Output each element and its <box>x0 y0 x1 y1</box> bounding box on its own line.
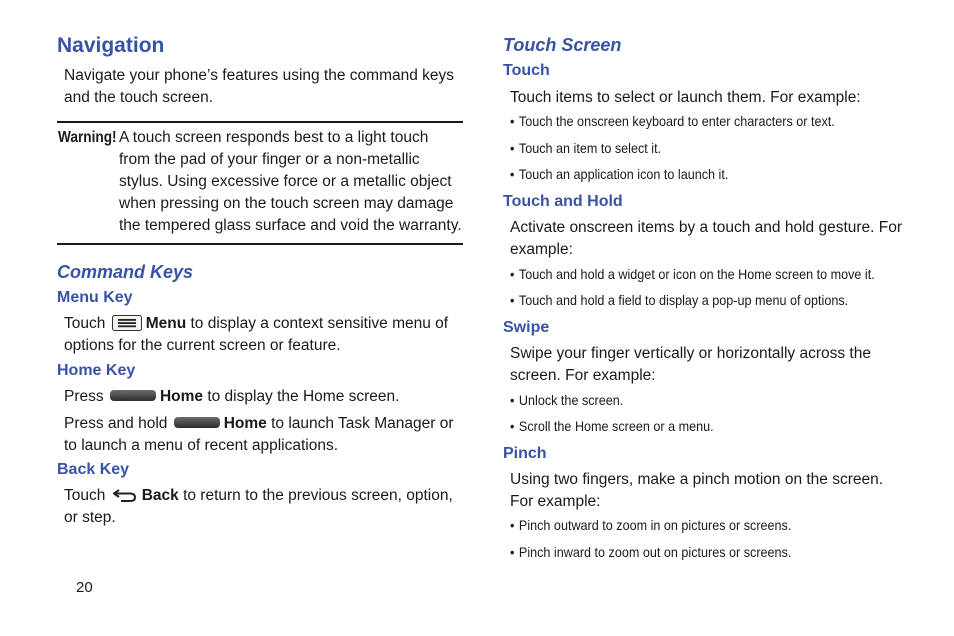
menu-icon <box>112 315 142 331</box>
menu-key-post: to display a context sensitive menu of options for the current screen or feature. <box>64 315 449 354</box>
menu-key-heading: Menu Key <box>57 289 133 306</box>
pinch-intro-2: For example: <box>510 493 601 510</box>
warning-label: Warning! <box>58 129 117 146</box>
touch-hold-heading: Touch and Hold <box>503 193 623 210</box>
menu-key-text <box>64 313 464 357</box>
home-key-post-1: to display the Home screen. <box>207 388 400 405</box>
home-key-post-2: to launch Task Manager or to launch a menu of recent applications. <box>64 415 454 454</box>
back-key-post: to return to the previous screen, option, or step. <box>64 487 453 526</box>
home-key-pre-1: Press <box>64 388 104 405</box>
page-number: 20 <box>76 579 93 596</box>
touch-heading: Touch <box>503 62 550 79</box>
intro-text: Navigate your phone’s features using the command keys and the touch screen. <box>64 67 455 106</box>
home-key-bold-1: Home <box>159 388 204 405</box>
pinch-intro-1: Using two fingers, make a pinch motion on the screen. <box>510 471 884 488</box>
list-item: • Touch the onscreen keyboard to enter characters or text. <box>510 113 835 129</box>
home-key-heading: Home Key <box>57 362 136 379</box>
home-key-icon <box>110 390 156 401</box>
list-item: • Pinch inward to zoom out on pictures or screens. <box>510 544 791 560</box>
warning-bottom-divider <box>57 243 463 245</box>
list-item: • Touch and hold a widget or icon on the Home screen to move it. <box>510 266 875 282</box>
home-key-text-1 <box>64 386 464 408</box>
menu-key-pre: Touch <box>64 315 106 332</box>
warning-text: A touch screen responds best to a light touch from the pad of your finger or a non-metallic stylus. Using excessive force or a metallic object when pressing on the touch screen may damage the tempered glass surface and void the warranty. <box>119 129 462 234</box>
home-key-bold-2: Home <box>223 415 267 432</box>
list-item: • Touch an application icon to launch it. <box>510 166 728 182</box>
menu-key-bold: Menu <box>145 315 187 332</box>
list-item: • Scroll the Home screen or a menu. <box>510 418 714 434</box>
page-title: Navigation <box>57 34 165 57</box>
list-item: • Touch an item to select it. <box>510 140 661 156</box>
back-key-heading: Back Key <box>57 461 130 478</box>
back-key-bold: Back <box>141 487 179 504</box>
home-key-text-2 <box>64 413 464 457</box>
back-key-text <box>64 485 464 529</box>
list-item: • Unlock the screen. <box>510 392 623 408</box>
touch-intro: Touch items to select or launch them. For example: <box>510 89 861 106</box>
touch-screen-heading: Touch Screen <box>503 35 622 55</box>
back-arrow-icon <box>112 487 138 503</box>
back-key-pre: Touch <box>64 487 106 504</box>
list-item: • Touch and hold a field to display a pop-up menu of options. <box>510 292 848 308</box>
home-key-pre-2: Press and hold <box>64 415 168 432</box>
pinch-heading: Pinch <box>503 445 547 462</box>
swipe-intro: Swipe your finger vertically or horizontally across the screen. For example: <box>510 345 871 384</box>
list-item: • Pinch outward to zoom in on pictures or screens. <box>510 517 791 533</box>
touch-hold-intro: Activate onscreen items by a touch and hold gesture. For example: <box>510 219 903 258</box>
warning-top-divider <box>57 121 463 123</box>
swipe-heading: Swipe <box>503 319 550 336</box>
home-key-icon <box>174 417 220 428</box>
command-keys-heading: Command Keys <box>57 262 194 282</box>
